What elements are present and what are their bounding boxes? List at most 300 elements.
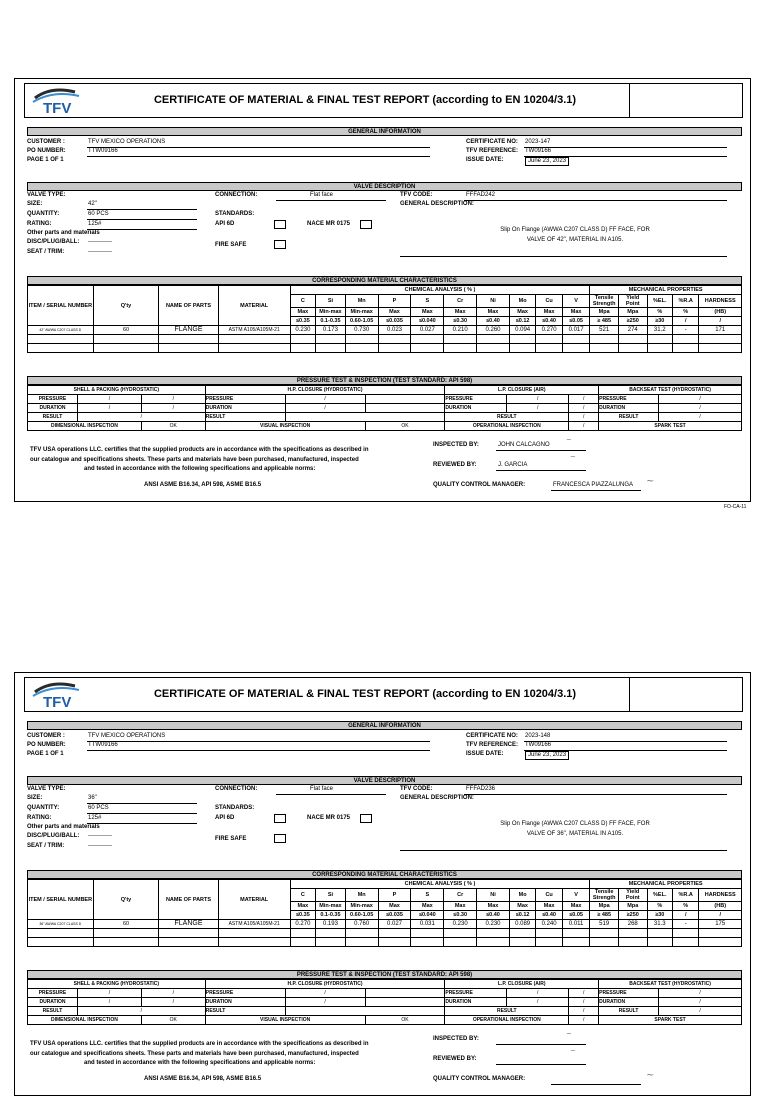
qc-manager-label: QUALITY CONTROL MANAGER: (433, 482, 526, 488)
tfv-code-label: TFV CODE: (400, 192, 433, 198)
norms-list: ANSI ASME B16.34, API 598, ASME B16.5 (144, 482, 262, 488)
reviewer-signature: ~ (570, 453, 576, 461)
svg-text:TFV: TFV (43, 100, 72, 117)
certificate-header (24, 83, 743, 118)
backseat-header: BACKSEAT TEST (HYDROSTATIC) (599, 980, 742, 989)
statement-line-1: TFV USA operations LLC. certifies that the supplied products are in accordance with the specifications as described in (30, 447, 369, 453)
certificate-header (24, 677, 743, 712)
hp-closure-header: H.P. CLOSURE (HYDROSTATIC) (205, 386, 445, 395)
chem-header-si: Si (316, 295, 346, 308)
mech-limit: ≥250 (618, 911, 647, 920)
reviewed-by-label: REVIEWED BY: (433, 462, 477, 468)
reviewed-by-line (496, 470, 586, 471)
chem-limit-type: Max (444, 308, 477, 317)
material-header: MATERIAL (218, 880, 290, 920)
valve-description-bar: VALVE DESCRIPTION (27, 182, 742, 191)
inspector-signature: ~ (566, 436, 572, 444)
pressure-label: PRESSURE (599, 395, 659, 404)
issue-date-value: June 23, 2023 (525, 157, 569, 166)
rating-line (87, 229, 197, 230)
chem-header-cu: Cu (536, 889, 562, 902)
slash: / (77, 989, 141, 998)
slash: / (77, 998, 141, 1007)
quantity-value: 60 PCS (88, 805, 109, 811)
quantity-label: QUANTITY: (27, 805, 60, 811)
mech-value: - (672, 920, 698, 929)
tfv-logo-icon (31, 86, 83, 116)
chem-header-cu: Cu (536, 295, 562, 308)
blank (365, 404, 445, 413)
result-label: RESULT (599, 1007, 659, 1016)
chem-value: 0.760 (345, 920, 378, 929)
size-line (87, 209, 197, 210)
chem-value: 0.031 (411, 920, 444, 929)
duration-label: DURATION (599, 404, 659, 413)
tfv-code-label: TFV CODE: (400, 786, 433, 792)
slash: / (569, 422, 599, 431)
slash: / (77, 404, 141, 413)
quantity-label: QUANTITY: (27, 211, 60, 217)
quantity-line (87, 219, 197, 220)
duration-label: DURATION (205, 998, 285, 1007)
dimensional-result: OK (141, 422, 205, 431)
mech-unit: % (672, 308, 698, 317)
qc-manager-value: FRANCESCA PIAZZALUNGA (553, 482, 634, 488)
result-label: RESULT (445, 1007, 569, 1016)
tfv-reference-label: TFV REFERENCE: (466, 742, 519, 748)
mech-unit: Mpa (590, 308, 619, 317)
empty-row (28, 938, 742, 947)
chem-value: 0.210 (444, 326, 477, 335)
chem-limit: ≤0.05 (562, 317, 590, 326)
description-line (400, 256, 727, 257)
name-of-parts-header: NAME OF PARTS (159, 880, 218, 920)
chem-limit-type: Max (562, 902, 590, 911)
slash: / (659, 395, 742, 404)
item-serial-header: ITEM / SERIAL NUMBER (28, 286, 94, 326)
chem-header-p: P (378, 295, 411, 308)
lp-closure-header: L.P. CLOSURE (AIR) (445, 386, 599, 395)
chem-header-s: S (411, 295, 444, 308)
general-info-bar: GENERAL INFORMATION (27, 127, 742, 136)
chem-header-ni: Ni (477, 295, 510, 308)
seat-label: SEAT / TRIM: (27, 249, 65, 255)
blank (285, 1007, 445, 1016)
standards-label: STANDARDS: (215, 211, 255, 217)
rating-value: 125# (88, 221, 102, 227)
mech-header: %R.A (672, 295, 698, 308)
qc-manager-signature: ~ (646, 476, 655, 487)
chem-header-v: V (562, 295, 590, 308)
result-label: RESULT (205, 1007, 285, 1016)
valve-type-label: VALVE TYPE: (27, 192, 66, 198)
part-name-value: FLANGE (159, 920, 218, 929)
customer-value: TFV MEXICO OPERATIONS (88, 733, 166, 739)
name-of-parts-header: NAME OF PARTS (159, 286, 218, 326)
inspector-signature: ~ (566, 1030, 572, 1038)
quantity-value: 60 PCS (88, 211, 109, 217)
tfv-code-line (464, 794, 727, 795)
slash: / (77, 395, 141, 404)
mech-unit: % (647, 308, 672, 317)
chem-value: 0.260 (477, 326, 510, 335)
material-data-row (28, 920, 742, 929)
slash: / (285, 998, 365, 1007)
chem-header-v: V (562, 889, 590, 902)
chem-limit-type: Max (477, 902, 510, 911)
quantity-line (87, 813, 197, 814)
chem-limit-type: Max (477, 308, 510, 317)
mech-header: %EL. (647, 295, 672, 308)
chem-limit-type: Min-max (345, 308, 378, 317)
chem-value: 0.027 (378, 920, 411, 929)
operational-inspection-label: OPERATIONAL INSPECTION (445, 422, 569, 431)
lp-closure-header: L.P. CLOSURE (AIR) (445, 980, 599, 989)
pressure-label: PRESSURE (28, 989, 78, 998)
statement-line-3: and tested in accordance with the following specifications and applicable norms: (84, 466, 316, 472)
certificate-title: CERTIFICATE OF MATERIAL & FINAL TEST REPORT (according to EN 10204/3.1) (153, 688, 577, 700)
mech-unit: (HB) (699, 308, 742, 317)
page-label: PAGE 1 OF 1 (27, 157, 64, 163)
chem-limit: ≤0.30 (444, 317, 477, 326)
chem-limit: ≤0.30 (444, 911, 477, 920)
chem-header-c: C (290, 295, 315, 308)
disc-value: ------------ (88, 239, 112, 245)
empty-row (28, 335, 742, 344)
slash: / (569, 1016, 599, 1025)
issue-date-label: ISSUE DATE: (466, 751, 504, 757)
mech-header: HARDNESS (699, 889, 742, 902)
chem-limit-type: Max (562, 308, 590, 317)
result-label: RESULT (28, 1007, 78, 1016)
fire-safe-checkbox[interactable] (274, 240, 286, 249)
slash: / (77, 1007, 205, 1016)
chem-header-p: P (378, 889, 411, 902)
slash: / (569, 395, 599, 404)
nace-checkbox[interactable] (360, 220, 372, 229)
chem-limit-type: Max (536, 308, 562, 317)
connection-line (276, 200, 386, 201)
visual-inspection-label: VISUAL INSPECTION (205, 1016, 365, 1025)
material-value: ASTM A105/A105M-21 (218, 920, 290, 929)
pressure-test-table (27, 385, 742, 431)
certificate-title: CERTIFICATE OF MATERIAL & FINAL TEST REPORT (according to EN 10204/3.1) (153, 94, 577, 106)
item-serial-header: ITEM / SERIAL NUMBER (28, 880, 94, 920)
inspected-by-label: INSPECTED BY: (433, 1036, 479, 1042)
chem-limit-type: Max (536, 902, 562, 911)
size-label: SIZE: (27, 201, 43, 207)
size-value: 42" (88, 201, 97, 207)
statement-line-3: and tested in accordance with the following specifications and applicable norms: (84, 1060, 316, 1066)
chem-header-mn: Mn (345, 889, 378, 902)
chem-limit-type: Max (444, 902, 477, 911)
chem-limit: ≤0.12 (509, 317, 535, 326)
api6d-checkbox[interactable] (274, 814, 286, 823)
empty-row (28, 344, 742, 353)
chem-limit-type: Min-max (316, 902, 346, 911)
certificate-2 (14, 672, 751, 1082)
nace-checkbox[interactable] (360, 814, 372, 823)
mech-header: %R.A (672, 889, 698, 902)
certificate-no-label: CERTIFICATE NO: (466, 733, 518, 739)
chem-limit: ≤0.05 (562, 911, 590, 920)
mech-header: %EL. (647, 889, 672, 902)
chem-limit: ≤0.12 (509, 911, 535, 920)
description-line-1: Slip On Flange (AWWA C207 CLASS D) FF FACE, FOR (500, 821, 650, 827)
mech-value: 268 (618, 920, 647, 929)
inspected-by-line (496, 450, 586, 451)
nace-label: NACE MR 0175 (307, 815, 351, 821)
slash: / (141, 404, 205, 413)
valve-description-bar: VALVE DESCRIPTION (27, 776, 742, 785)
slash: / (507, 998, 569, 1007)
page-label: PAGE 1 OF 1 (27, 751, 64, 757)
blank (365, 395, 445, 404)
mech-unit: % (672, 902, 698, 911)
mech-header: Yield Point (618, 295, 647, 308)
result-label: RESULT (28, 413, 78, 422)
shell-header: SHELL & PACKING (HYDROSTATIC) (28, 980, 206, 989)
api6d-checkbox[interactable] (274, 220, 286, 229)
slash: / (659, 1007, 742, 1016)
tfv-reference-value: TW09166 (525, 148, 552, 154)
mech-value: 519 (590, 920, 619, 929)
mechanical-properties-header: MECHANICAL PROPERTIES (590, 880, 742, 889)
customer-line (87, 147, 430, 148)
mech-unit: (HB) (699, 902, 742, 911)
slash: / (569, 404, 599, 413)
dimensional-result: OK (141, 1016, 205, 1025)
svg-text:TFV: TFV (43, 694, 72, 711)
mech-value: 31.2 (647, 326, 672, 335)
issue-date-label: ISSUE DATE: (466, 157, 504, 163)
certificate-no-value: 2023-148 (525, 733, 551, 739)
duration-label: DURATION (28, 404, 78, 413)
inspected-by-line (496, 1044, 586, 1045)
duration-label: DURATION (445, 998, 507, 1007)
result-label: RESULT (205, 413, 285, 422)
tfv-reference-value: TW09166 (525, 742, 552, 748)
customer-label: CUSTOMER : (27, 139, 65, 145)
tfv-reference-label: TFV REFERENCE: (466, 148, 519, 154)
chem-limit: ≤0.040 (411, 911, 444, 920)
duration-label: DURATION (205, 404, 285, 413)
duration-label: DURATION (599, 998, 659, 1007)
shell-header: SHELL & PACKING (HYDROSTATIC) (28, 386, 206, 395)
result-label: RESULT (599, 413, 659, 422)
slash: / (285, 404, 365, 413)
issue-date-value: June 23, 2023 (525, 751, 569, 760)
visual-inspection-label: VISUAL INSPECTION (205, 422, 365, 431)
reviewed-by-label: REVIEWED BY: (433, 1056, 477, 1062)
chem-header-mo: Mo (509, 889, 535, 902)
dimensional-inspection-label: DIMENSIONAL INSPECTION (28, 1016, 142, 1025)
chem-limit: ≤0.40 (477, 911, 510, 920)
mech-header: Tensile Strength (590, 889, 619, 902)
mech-unit: Mpa (590, 902, 619, 911)
chem-limit: 0.60-1.05 (345, 911, 378, 920)
qc-manager-label: QUALITY CONTROL MANAGER: (433, 1076, 526, 1082)
qc-manager-signature: ~ (646, 1070, 655, 1081)
mech-value: 521 (590, 326, 619, 335)
rating-line (87, 823, 197, 824)
tfv-code-value: FFFAD242 (466, 192, 496, 198)
mech-unit: Mpa (618, 902, 647, 911)
chem-value: 0.017 (562, 326, 590, 335)
chem-limit-type: Max (290, 902, 315, 911)
qty-header: Q'ty (93, 880, 159, 920)
slash: / (285, 989, 365, 998)
api6d-label: API 6D (215, 221, 235, 227)
general-description-label: GENERAL DESCRIPTION: (400, 795, 474, 801)
po-number-value: TTW09166 (88, 742, 118, 748)
chem-limit: ≤0.35 (290, 911, 315, 920)
slash: / (507, 989, 569, 998)
slash: / (659, 998, 742, 1007)
pressure-label: PRESSURE (599, 989, 659, 998)
standards-label: STANDARDS: (215, 805, 255, 811)
chem-value: 0.230 (290, 326, 315, 335)
chemical-analysis-header: CHEMICAL ANALYSIS ( % ) (290, 286, 590, 295)
po-number-label: PO NUMBER: (27, 148, 66, 154)
nace-label: NACE MR 0175 (307, 221, 351, 227)
mech-limit: / (672, 911, 698, 920)
valve-type-label: VALVE TYPE: (27, 786, 66, 792)
pressure-test-bar: PRESSURE TEST & INSPECTION (TEST STANDARD: API 598) (27, 376, 742, 385)
pressure-test-table (27, 979, 742, 1025)
mech-limit: / (672, 317, 698, 326)
chem-value: 0.089 (509, 920, 535, 929)
chem-limit: 0.1-0.35 (316, 317, 346, 326)
mechanical-properties-header: MECHANICAL PROPERTIES (590, 286, 742, 295)
connection-value: Flat face (310, 786, 334, 792)
material-characteristics-bar: CORRESPONDING MATERIAL CHARACTERISTICS (27, 276, 742, 285)
qty-value: 60 (93, 326, 159, 335)
reviewed-by-value: J. GARCIA (498, 462, 528, 468)
header-divider (629, 84, 630, 117)
slash: / (659, 413, 742, 422)
reviewer-signature: ~ (570, 1047, 576, 1055)
chem-header-s: S (411, 889, 444, 902)
rating-label: RATING: (27, 221, 52, 227)
chem-value: 0.173 (316, 326, 346, 335)
customer-value: TFV MEXICO OPERATIONS (88, 139, 166, 145)
mech-limit: / (699, 911, 742, 920)
mech-header: Yield Point (618, 889, 647, 902)
inspected-by-value: JOHN CALCAGNO (498, 442, 550, 448)
fire-safe-label: FIRE SAFE (215, 836, 247, 842)
qty-value: 60 (93, 920, 159, 929)
blank (365, 998, 445, 1007)
slash: / (569, 1007, 599, 1016)
pressure-label: PRESSURE (445, 395, 507, 404)
inspected-by-label: INSPECTED BY: (433, 442, 479, 448)
pressure-label: PRESSURE (445, 989, 507, 998)
chem-value: 0.230 (477, 920, 510, 929)
material-characteristics-bar: CORRESPONDING MATERIAL CHARACTERISTICS (27, 870, 742, 879)
blank (285, 413, 445, 422)
seat-value: ------------ (88, 249, 112, 255)
result-label: RESULT (445, 413, 569, 422)
fire-safe-label: FIRE SAFE (215, 242, 247, 248)
chem-header-ni: Ni (477, 889, 510, 902)
material-table (27, 285, 742, 353)
spark-test-label: SPARK TEST (599, 422, 742, 431)
connection-line (276, 794, 386, 795)
empty-row (28, 929, 742, 938)
slash: / (659, 989, 742, 998)
header-divider (629, 678, 630, 711)
visual-result: OK (365, 1016, 445, 1025)
fire-safe-checkbox[interactable] (274, 834, 286, 843)
item-serial-value: 42" AWWA C207 CLASS D (28, 326, 94, 335)
description-line-2: VALVE OF 36", MATERIAL IN A105. (526, 831, 624, 837)
description-line-2: VALVE OF 42", MATERIAL IN A105. (526, 237, 624, 243)
chem-limit-type: Min-max (316, 308, 346, 317)
mech-unit: Mpa (618, 308, 647, 317)
chem-limit: 0.1-0.35 (316, 911, 346, 920)
tfv-logo-icon (31, 680, 83, 710)
chem-limit-type: Max (411, 902, 444, 911)
po-number-label: PO NUMBER: (27, 742, 66, 748)
general-description-label: GENERAL DESCRIPTION: (400, 201, 474, 207)
mech-limit: / (699, 317, 742, 326)
seat-value: ------------ (88, 843, 112, 849)
po-line (87, 156, 430, 157)
pressure-test-bar: PRESSURE TEST & INSPECTION (TEST STANDARD: API 598) (27, 970, 742, 979)
chem-limit: ≤0.40 (477, 317, 510, 326)
size-label: SIZE: (27, 795, 43, 801)
chem-limit: ≤0.035 (378, 911, 411, 920)
chem-limit-type: Max (509, 308, 535, 317)
chem-limit: ≤0.40 (536, 317, 562, 326)
mech-limit: ≥250 (618, 317, 647, 326)
statement-line-1: TFV USA operations LLC. certifies that the supplied products are in accordance with the specifications as described in (30, 1041, 369, 1047)
norms-list: ANSI ASME B16.34, API 598, ASME B16.5 (144, 1076, 262, 1082)
cert-no-line (524, 741, 727, 742)
mech-limit: ≥ 485 (590, 317, 619, 326)
item-serial-value: 36" AWWA C207 CLASS D (28, 920, 94, 929)
pressure-label: PRESSURE (205, 989, 285, 998)
duration-label: DURATION (445, 404, 507, 413)
hp-closure-header: H.P. CLOSURE (HYDROSTATIC) (205, 980, 445, 989)
mech-header: HARDNESS (699, 295, 742, 308)
slash: / (77, 413, 205, 422)
material-data-row (28, 326, 742, 335)
chem-limit-type: Min-max (345, 902, 378, 911)
material-value: ASTM A105/A105M-21 (218, 326, 290, 335)
customer-line (87, 741, 430, 742)
disc-value: ------------ (88, 833, 112, 839)
tfv-code-line (464, 200, 727, 201)
rating-value: 125# (88, 815, 102, 821)
chem-value: 0.011 (562, 920, 590, 929)
qc-manager-line (551, 1084, 641, 1085)
chem-value: 0.193 (316, 920, 346, 929)
slash: / (141, 395, 205, 404)
description-line-1: Slip On Flange (AWWA C207 CLASS D) FF FACE, FOR (500, 227, 650, 233)
customer-label: CUSTOMER : (27, 733, 65, 739)
general-info-bar: GENERAL INFORMATION (27, 721, 742, 730)
slash: / (141, 989, 205, 998)
certificate-1 (14, 78, 751, 512)
statement-line-2: our catalogue and specifications sheets. These parts and materials have been purchased, manufactured, inspected (30, 457, 359, 463)
chem-value: 0.730 (345, 326, 378, 335)
chem-limit-type: Max (378, 308, 411, 317)
chem-limit-type: Max (290, 308, 315, 317)
slash: / (659, 404, 742, 413)
cert-no-line (524, 147, 727, 148)
